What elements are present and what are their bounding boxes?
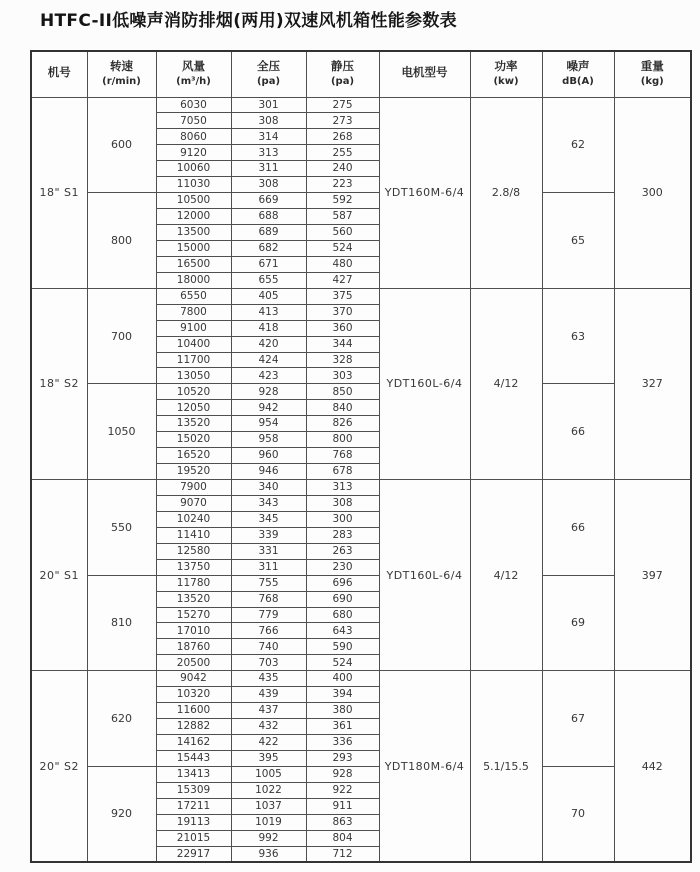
cell-flow: 21015 bbox=[156, 830, 231, 846]
cell-static-pressure: 712 bbox=[306, 846, 379, 862]
cell-total-pressure: 682 bbox=[231, 240, 306, 256]
table-row bbox=[31, 480, 691, 496]
cell-total-pressure: 432 bbox=[231, 719, 306, 735]
cell-flow: 7800 bbox=[156, 304, 231, 320]
cell-static-pressure: 223 bbox=[306, 177, 379, 193]
cell-total-pressure: 301 bbox=[231, 97, 306, 113]
cell-flow: 9070 bbox=[156, 495, 231, 511]
cell-flow: 11030 bbox=[156, 177, 231, 193]
col-header-noise bbox=[542, 51, 614, 97]
cell-static-pressure: 303 bbox=[306, 368, 379, 384]
cell-static-pressure: 850 bbox=[306, 384, 379, 400]
cell-flow: 11780 bbox=[156, 575, 231, 591]
cell-flow: 13413 bbox=[156, 766, 231, 782]
cell-flow: 12050 bbox=[156, 400, 231, 416]
cell-static-pressure: 283 bbox=[306, 527, 379, 543]
table-row bbox=[31, 384, 691, 400]
cell-flow: 10520 bbox=[156, 384, 231, 400]
cell-static-pressure: 592 bbox=[306, 193, 379, 209]
cell-static-pressure: 427 bbox=[306, 272, 379, 288]
cell-total-pressure: 669 bbox=[231, 193, 306, 209]
cell-static-pressure: 293 bbox=[306, 750, 379, 766]
cell-static-pressure: 696 bbox=[306, 575, 379, 591]
cell-speed: 700 bbox=[87, 288, 156, 384]
cell-noise: 70 bbox=[542, 766, 614, 862]
cell-flow: 15443 bbox=[156, 750, 231, 766]
cell-total-pressure: 740 bbox=[231, 639, 306, 655]
cell-total-pressure: 1005 bbox=[231, 766, 306, 782]
cell-static-pressure: 680 bbox=[306, 607, 379, 623]
col-header-weight bbox=[614, 51, 691, 97]
cell-flow: 8060 bbox=[156, 129, 231, 145]
col-header-motor-model bbox=[379, 51, 470, 97]
cell-static-pressure: 313 bbox=[306, 480, 379, 496]
cell-flow: 13050 bbox=[156, 368, 231, 384]
cell-noise: 66 bbox=[542, 480, 614, 576]
cell-static-pressure: 922 bbox=[306, 782, 379, 798]
cell-total-pressure: 689 bbox=[231, 225, 306, 241]
cell-static-pressure: 300 bbox=[306, 511, 379, 527]
table-row bbox=[31, 193, 691, 209]
cell-total-pressure: 655 bbox=[231, 272, 306, 288]
cell-flow: 11700 bbox=[156, 352, 231, 368]
cell-speed: 620 bbox=[87, 671, 156, 767]
table-row bbox=[31, 97, 691, 113]
col-header-label: 风量 bbox=[182, 59, 205, 74]
cell-total-pressure: 439 bbox=[231, 687, 306, 703]
cell-flow: 12882 bbox=[156, 719, 231, 735]
col-header-label: 功率 bbox=[494, 59, 518, 74]
cell-static-pressure: 344 bbox=[306, 336, 379, 352]
cell-flow: 10060 bbox=[156, 161, 231, 177]
cell-total-pressure: 437 bbox=[231, 703, 306, 719]
table-header bbox=[31, 51, 691, 97]
cell-power: 4/12 bbox=[470, 288, 542, 479]
cell-static-pressure: 524 bbox=[306, 655, 379, 671]
col-header-unit: (kw) bbox=[493, 76, 519, 88]
cell-flow: 18000 bbox=[156, 272, 231, 288]
cell-speed: 810 bbox=[87, 575, 156, 671]
cell-static-pressure: 360 bbox=[306, 320, 379, 336]
cell-static-pressure: 336 bbox=[306, 735, 379, 751]
cell-static-pressure: 768 bbox=[306, 448, 379, 464]
cell-flow: 16520 bbox=[156, 448, 231, 464]
cell-motor: YDT160L-6/4 bbox=[379, 288, 470, 479]
cell-static-pressure: 361 bbox=[306, 719, 379, 735]
cell-static-pressure: 263 bbox=[306, 543, 379, 559]
cell-flow: 11600 bbox=[156, 703, 231, 719]
cell-flow: 10320 bbox=[156, 687, 231, 703]
cell-flow: 22917 bbox=[156, 846, 231, 862]
cell-static-pressure: 678 bbox=[306, 464, 379, 480]
cell-total-pressure: 768 bbox=[231, 591, 306, 607]
cell-static-pressure: 863 bbox=[306, 814, 379, 830]
cell-flow: 11410 bbox=[156, 527, 231, 543]
cell-static-pressure: 480 bbox=[306, 256, 379, 272]
cell-flow: 10240 bbox=[156, 511, 231, 527]
cell-total-pressure: 954 bbox=[231, 416, 306, 432]
cell-total-pressure: 779 bbox=[231, 607, 306, 623]
cell-flow: 13750 bbox=[156, 559, 231, 575]
cell-flow: 6030 bbox=[156, 97, 231, 113]
cell-total-pressure: 671 bbox=[231, 256, 306, 272]
col-header-unit: (kg) bbox=[640, 76, 664, 88]
cell-flow: 17010 bbox=[156, 623, 231, 639]
cell-static-pressure: 400 bbox=[306, 671, 379, 687]
cell-motor: YDT160M-6/4 bbox=[379, 97, 470, 288]
cell-static-pressure: 643 bbox=[306, 623, 379, 639]
cell-total-pressure: 1022 bbox=[231, 782, 306, 798]
cell-static-pressure: 928 bbox=[306, 766, 379, 782]
page-title: HTFC-II低噪声消防排烟(两用)双速风机箱性能参数表 bbox=[40, 11, 457, 31]
cell-flow: 9120 bbox=[156, 145, 231, 161]
cell-flow: 17211 bbox=[156, 798, 231, 814]
cell-total-pressure: 313 bbox=[231, 145, 306, 161]
cell-static-pressure: 394 bbox=[306, 687, 379, 703]
cell-flow: 15020 bbox=[156, 432, 231, 448]
cell-total-pressure: 311 bbox=[231, 161, 306, 177]
col-header-label: 噪声 bbox=[566, 59, 590, 74]
cell-noise: 62 bbox=[542, 97, 614, 193]
cell-flow: 13500 bbox=[156, 225, 231, 241]
cell-total-pressure: 942 bbox=[231, 400, 306, 416]
col-header-label: 静压 bbox=[331, 59, 354, 74]
cell-total-pressure: 339 bbox=[231, 527, 306, 543]
col-header-unit: (m³/h) bbox=[176, 76, 211, 88]
cell-total-pressure: 418 bbox=[231, 320, 306, 336]
table-row bbox=[31, 288, 691, 304]
cell-total-pressure: 405 bbox=[231, 288, 306, 304]
cell-static-pressure: 370 bbox=[306, 304, 379, 320]
cell-total-pressure: 946 bbox=[231, 464, 306, 480]
cell-static-pressure: 800 bbox=[306, 432, 379, 448]
cell-speed: 800 bbox=[87, 193, 156, 289]
cell-total-pressure: 420 bbox=[231, 336, 306, 352]
performance-table bbox=[30, 50, 692, 863]
col-header-airflow bbox=[156, 51, 231, 97]
cell-total-pressure: 422 bbox=[231, 735, 306, 751]
cell-flow: 16500 bbox=[156, 256, 231, 272]
cell-flow: 20500 bbox=[156, 655, 231, 671]
cell-flow: 15309 bbox=[156, 782, 231, 798]
cell-flow: 13520 bbox=[156, 591, 231, 607]
cell-flow: 15000 bbox=[156, 240, 231, 256]
cell-total-pressure: 308 bbox=[231, 177, 306, 193]
cell-total-pressure: 340 bbox=[231, 480, 306, 496]
cell-flow: 9100 bbox=[156, 320, 231, 336]
cell-static-pressure: 380 bbox=[306, 703, 379, 719]
col-header-unit: (pa) bbox=[330, 76, 355, 88]
cell-flow: 12000 bbox=[156, 209, 231, 225]
cell-static-pressure: 375 bbox=[306, 288, 379, 304]
table-row bbox=[31, 766, 691, 782]
col-header-static-pressure bbox=[306, 51, 379, 97]
table-row bbox=[31, 671, 691, 687]
cell-total-pressure: 424 bbox=[231, 352, 306, 368]
cell-total-pressure: 1037 bbox=[231, 798, 306, 814]
cell-flow: 19520 bbox=[156, 464, 231, 480]
cell-flow: 7900 bbox=[156, 480, 231, 496]
cell-total-pressure: 413 bbox=[231, 304, 306, 320]
cell-static-pressure: 590 bbox=[306, 639, 379, 655]
col-header-label: 机号 bbox=[47, 65, 71, 80]
cell-total-pressure: 755 bbox=[231, 575, 306, 591]
cell-static-pressure: 587 bbox=[306, 209, 379, 225]
cell-static-pressure: 804 bbox=[306, 830, 379, 846]
cell-flow: 7050 bbox=[156, 113, 231, 129]
cell-total-pressure: 314 bbox=[231, 129, 306, 145]
cell-flow: 14162 bbox=[156, 735, 231, 751]
cell-total-pressure: 345 bbox=[231, 511, 306, 527]
col-header-speed bbox=[87, 51, 156, 97]
cell-static-pressure: 524 bbox=[306, 240, 379, 256]
cell-total-pressure: 766 bbox=[231, 623, 306, 639]
cell-total-pressure: 1019 bbox=[231, 814, 306, 830]
cell-total-pressure: 928 bbox=[231, 384, 306, 400]
cell-static-pressure: 308 bbox=[306, 495, 379, 511]
cell-noise: 65 bbox=[542, 193, 614, 289]
cell-total-pressure: 688 bbox=[231, 209, 306, 225]
cell-static-pressure: 255 bbox=[306, 145, 379, 161]
cell-noise: 66 bbox=[542, 384, 614, 480]
col-header-label: 全压 bbox=[257, 59, 280, 74]
cell-static-pressure: 275 bbox=[306, 97, 379, 113]
cell-static-pressure: 826 bbox=[306, 416, 379, 432]
cell-flow: 12580 bbox=[156, 543, 231, 559]
cell-total-pressure: 311 bbox=[231, 559, 306, 575]
cell-total-pressure: 395 bbox=[231, 750, 306, 766]
cell-static-pressure: 911 bbox=[306, 798, 379, 814]
cell-total-pressure: 936 bbox=[231, 846, 306, 862]
cell-total-pressure: 435 bbox=[231, 671, 306, 687]
col-header-total-pressure bbox=[231, 51, 306, 97]
cell-weight: 397 bbox=[614, 480, 691, 671]
cell-power: 2.8/8 bbox=[470, 97, 542, 288]
cell-flow: 9042 bbox=[156, 671, 231, 687]
cell-noise: 69 bbox=[542, 575, 614, 671]
cell-total-pressure: 958 bbox=[231, 432, 306, 448]
cell-noise: 63 bbox=[542, 288, 614, 384]
cell-model: 18" S2 bbox=[31, 288, 87, 479]
cell-flow: 13520 bbox=[156, 416, 231, 432]
col-header-label: 转速 bbox=[110, 59, 133, 74]
cell-model: 20" S1 bbox=[31, 480, 87, 671]
cell-model: 18" S1 bbox=[31, 97, 87, 288]
cell-total-pressure: 308 bbox=[231, 113, 306, 129]
cell-flow: 18760 bbox=[156, 639, 231, 655]
cell-static-pressure: 328 bbox=[306, 352, 379, 368]
col-header-power bbox=[470, 51, 542, 97]
cell-flow: 15270 bbox=[156, 607, 231, 623]
col-header-label: 重量 bbox=[640, 59, 664, 74]
cell-static-pressure: 690 bbox=[306, 591, 379, 607]
cell-speed: 920 bbox=[87, 766, 156, 862]
col-header-model bbox=[31, 51, 87, 97]
table-body bbox=[31, 97, 691, 862]
cell-total-pressure: 343 bbox=[231, 495, 306, 511]
cell-flow: 10500 bbox=[156, 193, 231, 209]
table-row bbox=[31, 575, 691, 591]
cell-power: 5.1/15.5 bbox=[470, 671, 542, 862]
cell-power: 4/12 bbox=[470, 480, 542, 671]
cell-noise: 67 bbox=[542, 671, 614, 767]
cell-static-pressure: 840 bbox=[306, 400, 379, 416]
cell-motor: YDT160L-6/4 bbox=[379, 480, 470, 671]
cell-total-pressure: 960 bbox=[231, 448, 306, 464]
cell-total-pressure: 423 bbox=[231, 368, 306, 384]
cell-weight: 327 bbox=[614, 288, 691, 479]
cell-speed: 1050 bbox=[87, 384, 156, 480]
cell-weight: 300 bbox=[614, 97, 691, 288]
col-header-unit: (r/min) bbox=[102, 76, 141, 88]
cell-model: 20" S2 bbox=[31, 671, 87, 862]
col-header-label: 电机型号 bbox=[401, 65, 448, 80]
cell-static-pressure: 273 bbox=[306, 113, 379, 129]
cell-static-pressure: 240 bbox=[306, 161, 379, 177]
cell-flow: 6550 bbox=[156, 288, 231, 304]
cell-speed: 600 bbox=[87, 97, 156, 193]
cell-static-pressure: 560 bbox=[306, 225, 379, 241]
cell-total-pressure: 992 bbox=[231, 830, 306, 846]
cell-flow: 10400 bbox=[156, 336, 231, 352]
cell-static-pressure: 230 bbox=[306, 559, 379, 575]
cell-weight: 442 bbox=[614, 671, 691, 862]
cell-speed: 550 bbox=[87, 480, 156, 576]
cell-static-pressure: 268 bbox=[306, 129, 379, 145]
cell-total-pressure: 331 bbox=[231, 543, 306, 559]
cell-motor: YDT180M-6/4 bbox=[379, 671, 470, 862]
cell-flow: 19113 bbox=[156, 814, 231, 830]
cell-total-pressure: 703 bbox=[231, 655, 306, 671]
header-row bbox=[31, 51, 691, 97]
col-header-unit: (pa) bbox=[256, 76, 281, 88]
col-header-unit: dB(A) bbox=[562, 76, 594, 88]
